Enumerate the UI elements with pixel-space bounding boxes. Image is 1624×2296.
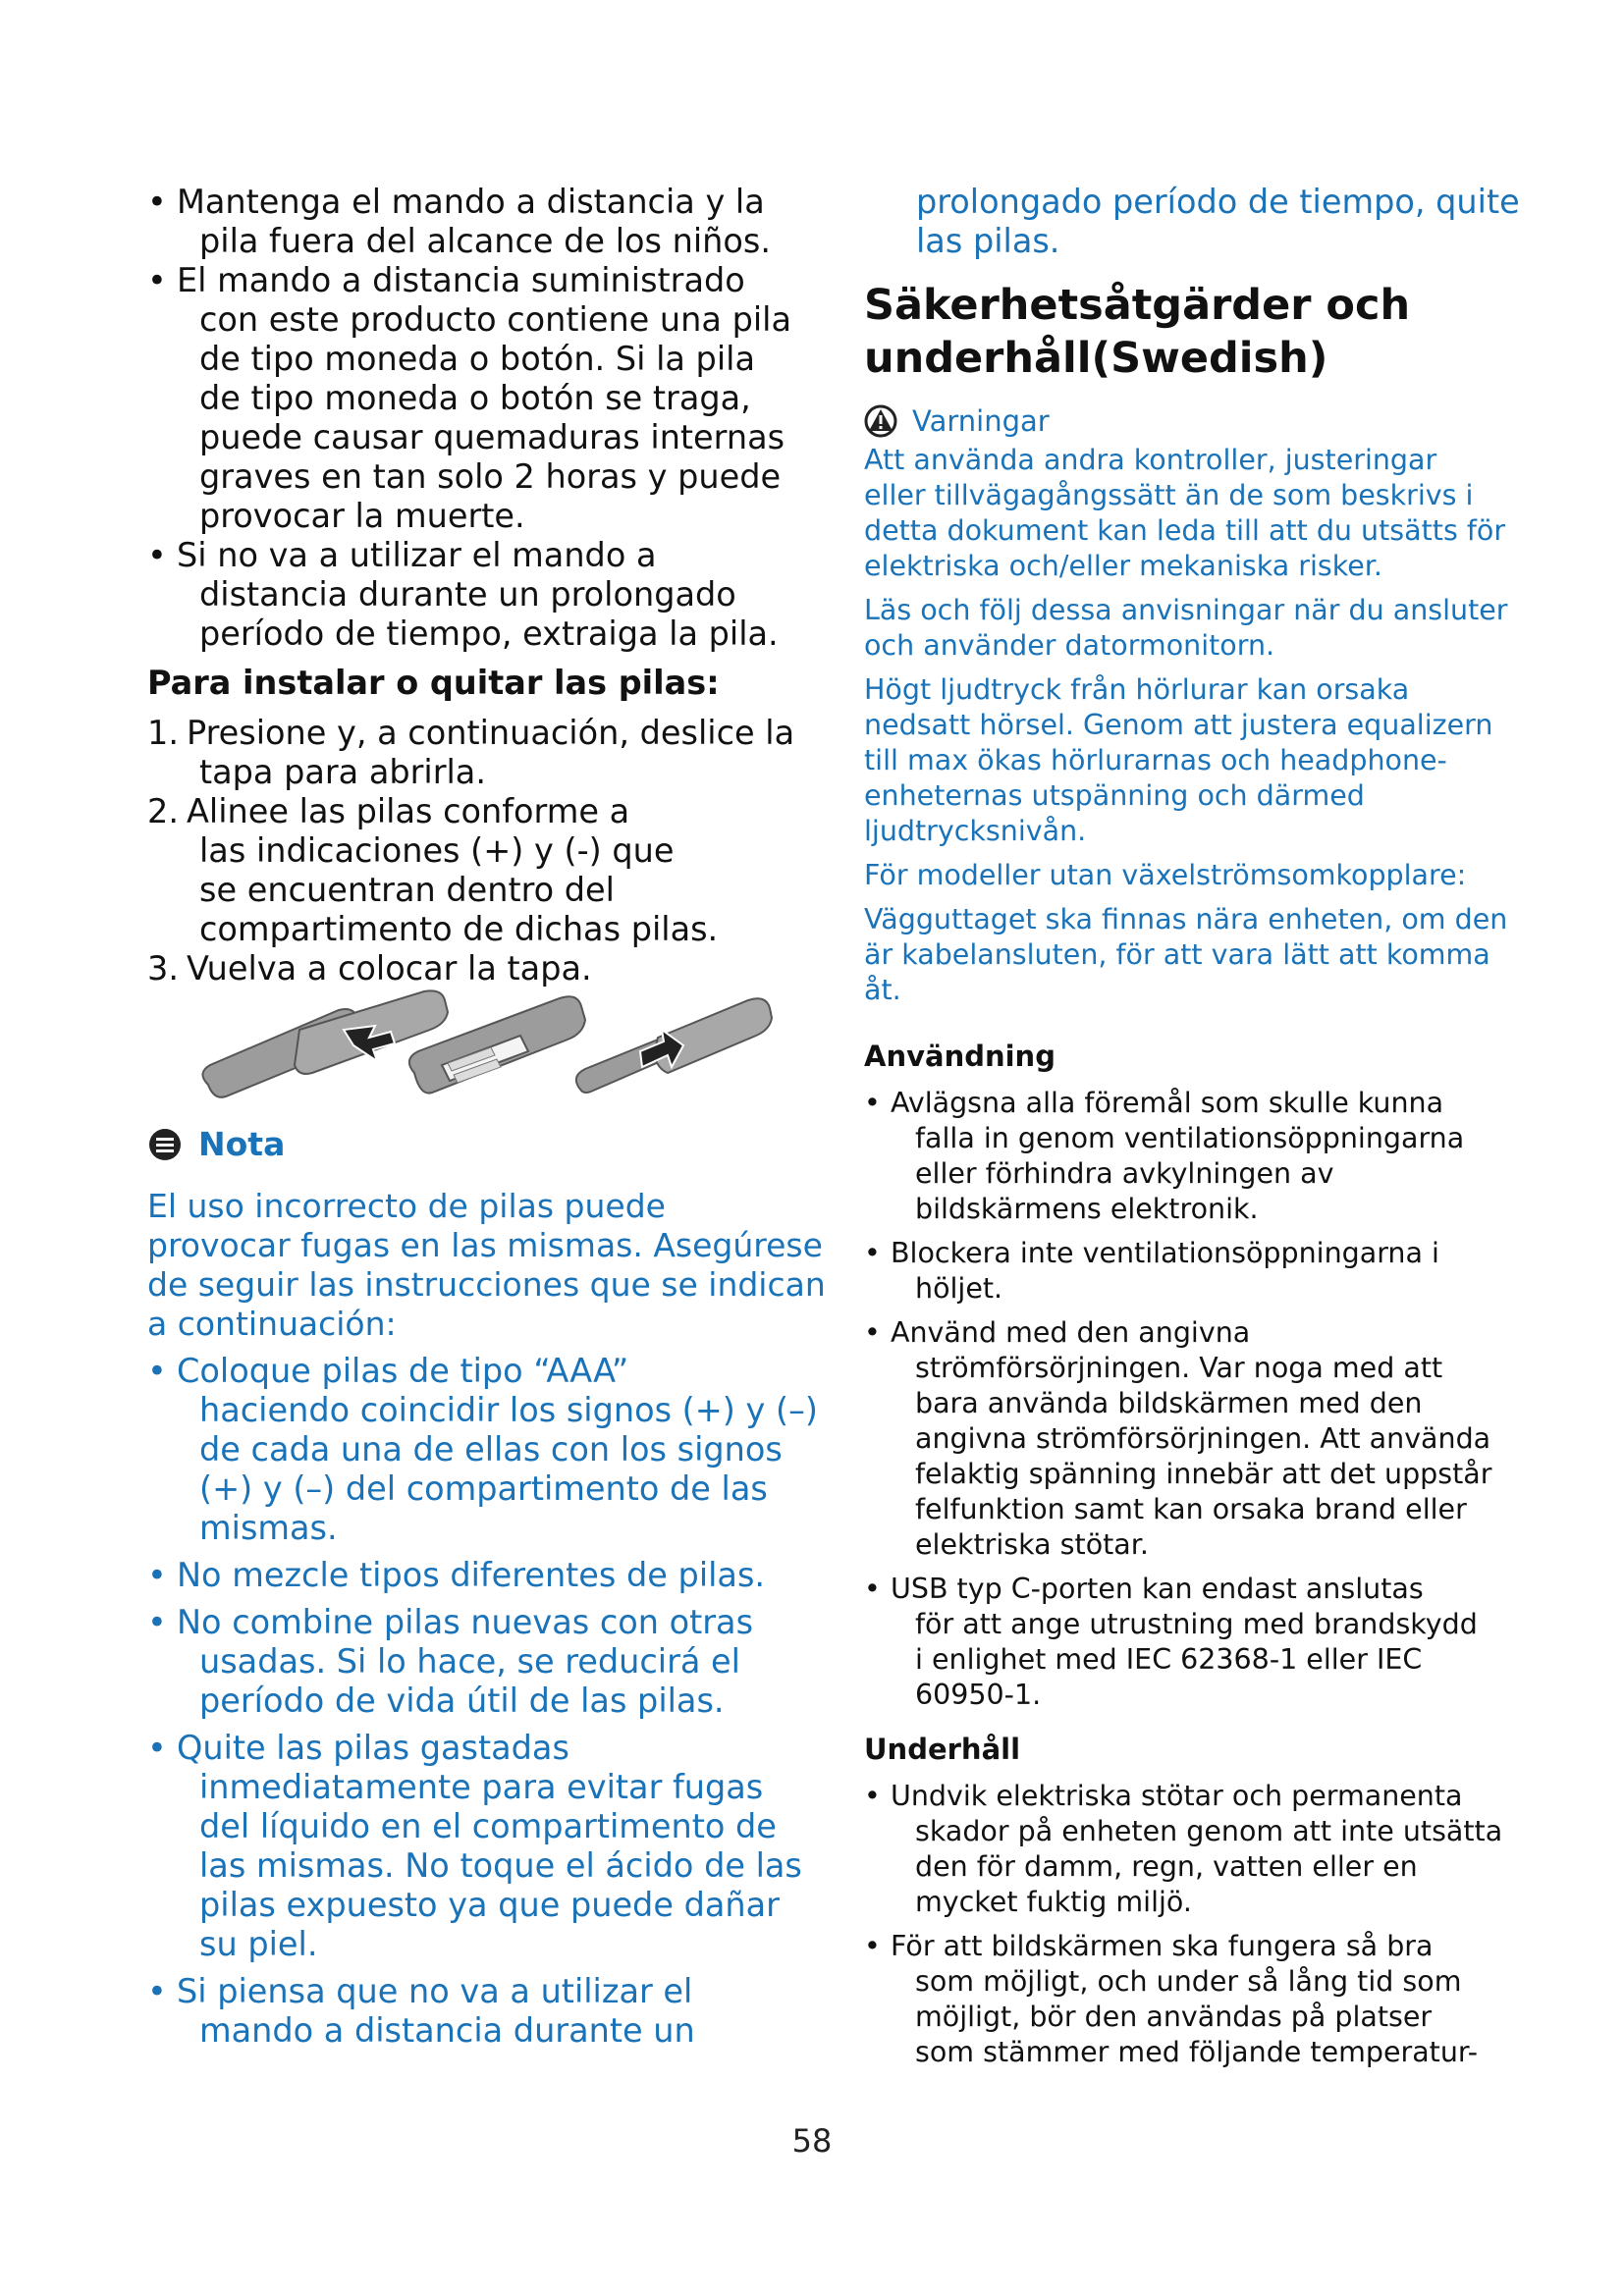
maintenance-heading: Underhåll bbox=[864, 1733, 1021, 1766]
list-item: • No mezcle tipos diferentes de pilas. bbox=[147, 1556, 766, 1594]
section-title: Säkerhetsåtgärder och underhåll(Swedish) bbox=[864, 281, 1411, 383]
page-number: 58 bbox=[791, 2122, 833, 2160]
note-header bbox=[147, 1125, 285, 1163]
list-item: 1. Presione y, a continuación, deslice la tapa para abrirla. bbox=[147, 714, 795, 791]
warning-paragraph: För modeller utan växelströmsomkopplare: bbox=[864, 859, 1467, 891]
list-item: • USB typ C-porten kan endast anslutas för att ange utrustning med brandskydd i enlighet med IEC 62368-1 eller IEC 60950-1. bbox=[864, 1573, 1478, 1711]
warning-paragraph: Vägguttaget ska finnas nära enheten, om den är kabelansluten, för att vara lätt att komma åt. bbox=[864, 903, 1508, 1006]
install-heading: Para instalar o quitar las pilas: bbox=[147, 664, 720, 702]
install-steps bbox=[147, 714, 795, 988]
list-item: • Quite las pilas gastadas inmediatamente para evitar fugas del líquido en el compartimento de las mismas. No toque el ácido de las pilas expuesto ya que puede dañar su piel. bbox=[147, 1729, 802, 1963]
warning-label: Varningar bbox=[912, 404, 1050, 438]
list-item: • Använd med den angivna strömförsörjningen. Var noga med att bara använda bildskärmen med den angivna strömförsörjningen. Att använda felaktig spänning innebär att det uppstår felfunktion samt kan orsaka brand eller elektriska stötar. bbox=[864, 1316, 1492, 1561]
usage-bullet-list bbox=[864, 1086, 1492, 1713]
list-item: • Mantenga el mando a distancia y la pila fuera del alcance de los niños. bbox=[147, 183, 771, 260]
usage-heading: Användning bbox=[864, 1040, 1056, 1073]
list-item: 3. Vuelva a colocar la tapa. bbox=[147, 949, 592, 988]
note-bullet-list bbox=[147, 1352, 818, 2051]
list-item: • Avlägsna alla föremål som skulle kunna falla in genom ventilationsöppningarna eller förhindra avkylningen av bildskärmens elektronik. bbox=[864, 1087, 1465, 1225]
warning-header bbox=[864, 404, 1050, 438]
list-item: • Coloque pilas de tipo “AAA” haciendo coincidir los signos (+) y (–) de cada una de ellas con los signos (+) y (–) del compartimento de las mismas. bbox=[147, 1352, 818, 1547]
warning-paragraph: Högt ljudtryck från hörlurar kan orsaka nedsatt hörsel. Genom att justera equalizern till max ökas hörlurarnas och headphone- enheternas utspänning och därmed ljudtrycksnivån. bbox=[864, 673, 1493, 847]
note-intro: El uso incorrecto de pilas puede provocar fugas en las mismas. Asegúrese de seguir las instrucciones que se indican a continuación: bbox=[147, 1187, 826, 1343]
list-item: • Blockera inte ventilationsöppningarna i höljet. bbox=[864, 1237, 1439, 1305]
note-title: Nota bbox=[198, 1125, 286, 1163]
remote-cover-open-icon bbox=[202, 990, 448, 1096]
warning-icon bbox=[864, 404, 897, 438]
list-item: • Si piensa que no va a utilizar el mando a distancia durante un bbox=[147, 1972, 695, 2050]
list-item: • No combine pilas nuevas con otras usadas. Si lo hace, se reducirá el período de vida útil de las pilas. bbox=[147, 1603, 754, 1720]
warning-paragraph: Att använda andra kontroller, justeringar eller tillvägagångssätt än de som beskrivs i detta dokument kan leda till att du utsätts för elektriska och/eller mekaniska risker. bbox=[864, 444, 1506, 582]
list-item: • Si no va a utilizar el mando a distancia durante un prolongado período de tiempo, extraiga la pila. bbox=[147, 536, 779, 653]
warning-paragraphs bbox=[864, 443, 1508, 1008]
list-item: • För att bildskärmen ska fungera så bra som möjligt, och under så lång tid som möjligt, bör den användas på platser som stämmer med följande temperatur- bbox=[864, 1930, 1479, 2068]
remote-battery-illustration bbox=[196, 987, 785, 1104]
warning-paragraph: Läs och följ dessa anvisningar när du ansluter och använder datormonitorn. bbox=[864, 594, 1508, 662]
list-item: • El mando a distancia suministrado con este producto contiene una pila de tipo moneda o botón. Si la pila de tipo moneda o botón se traga, puede causar quemaduras internas graves en tan solo 2 horas y puede provocar la muerte. bbox=[147, 261, 791, 535]
list-item: • Undvik elektriska stötar och permanenta skador på enheten genom att inte utsätta den för damm, regn, vatten eller en mycket fuktig miljö. bbox=[864, 1780, 1503, 1918]
list-item: 2. Alinee las pilas conforme a las indicaciones (+) y (-) que se encuentran dentro del compartimento de dichas pilas. bbox=[147, 792, 719, 948]
maintenance-bullet-list bbox=[864, 1779, 1503, 2070]
top-bullet-list bbox=[147, 183, 791, 654]
continued-text: prolongado período de tiempo, quite las pilas. bbox=[916, 183, 1520, 260]
note-icon bbox=[147, 1127, 183, 1162]
remote-cover-close-icon bbox=[576, 998, 772, 1093]
